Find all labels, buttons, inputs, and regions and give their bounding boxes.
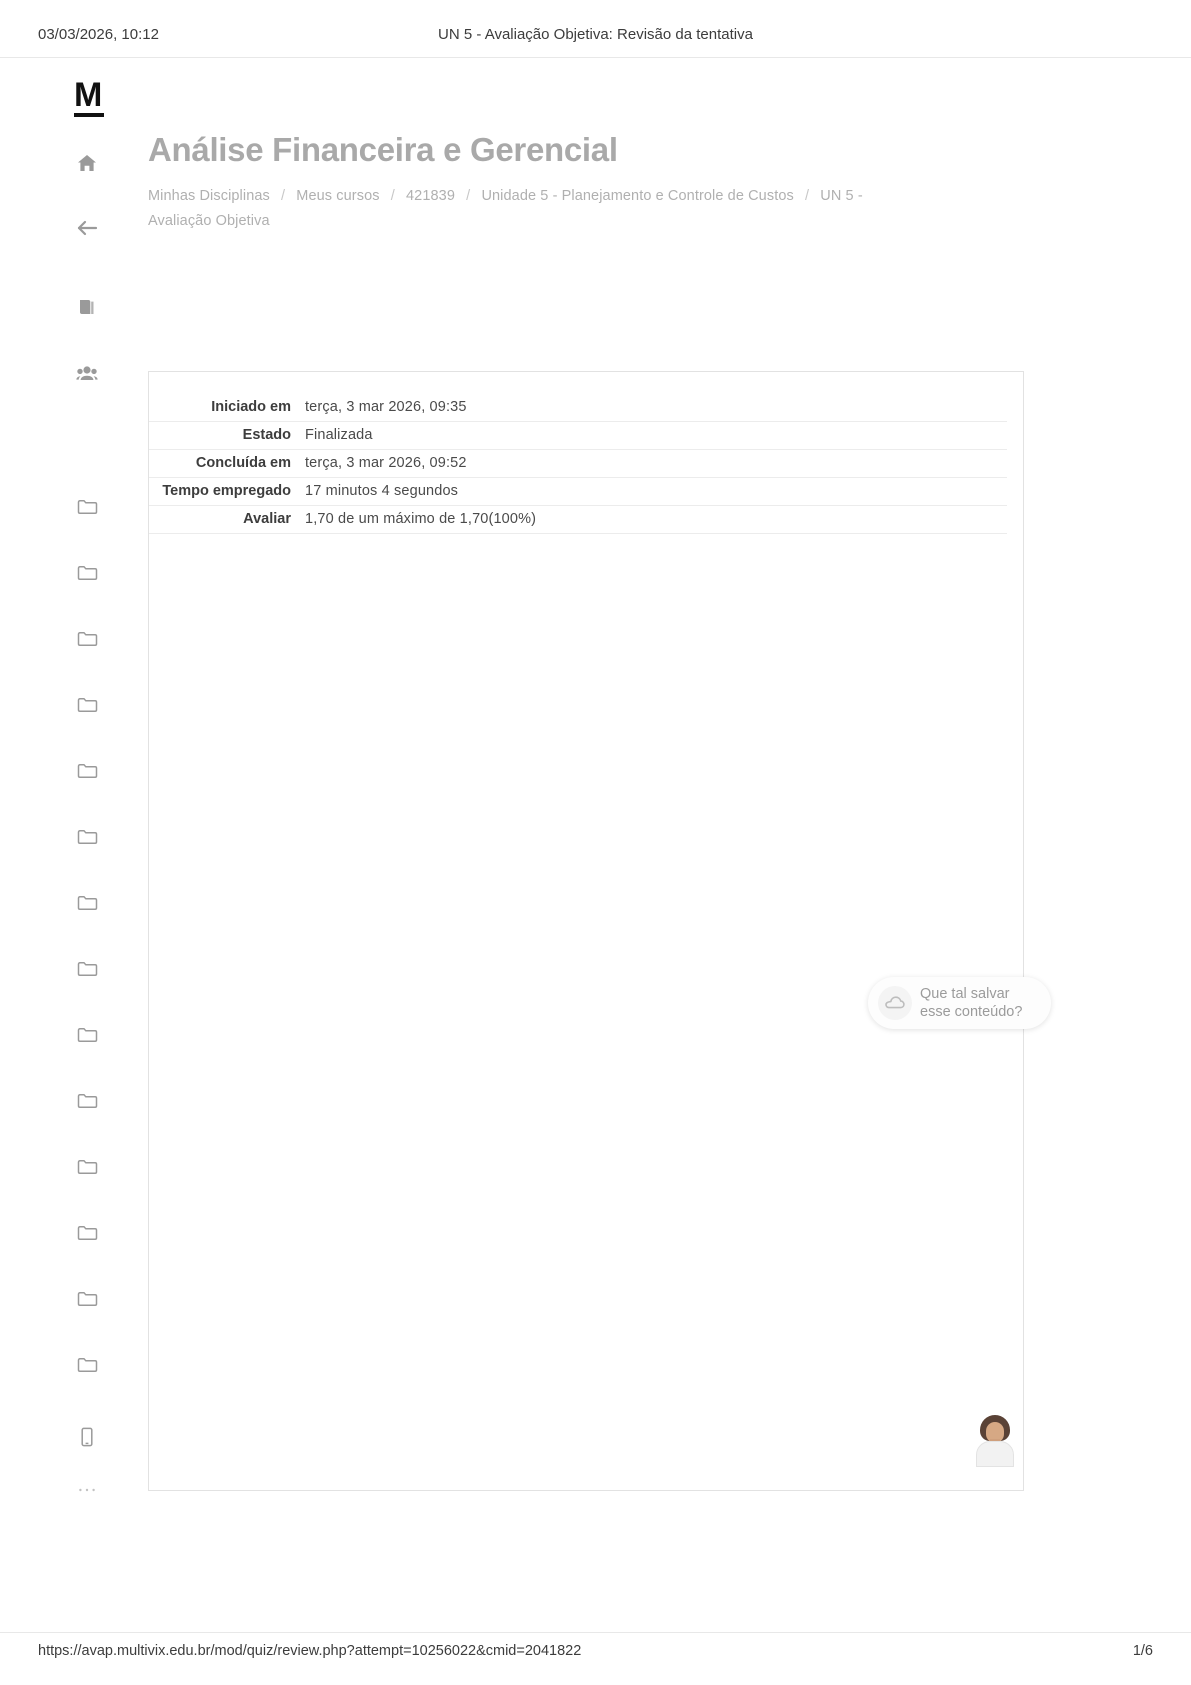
summary-value-avaliar: 1,70 de um máximo de 1,70(100%) (305, 511, 537, 527)
print-footer (0, 1643, 1191, 1663)
site-logo[interactable] (74, 78, 104, 117)
home-icon (77, 153, 97, 173)
folder-icon (77, 630, 98, 647)
save-content-line1: Que tal salvar (920, 986, 1010, 1002)
sidebar-item-more[interactable] (70, 1475, 104, 1505)
sidebar-item-home[interactable] (70, 148, 104, 178)
summary-label-estado: Estado (242, 427, 291, 443)
summary-label-iniciado-em: Iniciado em (211, 399, 291, 415)
folder-icon (77, 1224, 98, 1241)
avatar[interactable] (974, 1415, 1016, 1467)
folder-icon (77, 1092, 98, 1109)
page-header-area (148, 130, 1028, 234)
cloud-save-icon (878, 986, 912, 1020)
sidebar-item-folder-11[interactable] (70, 1151, 104, 1181)
table-row (149, 422, 1007, 450)
sidebar-item-folder-7[interactable] (70, 887, 104, 917)
sidebar-item-content[interactable] (70, 292, 104, 322)
site-logo-letter: M (74, 76, 102, 114)
page-title: Análise Financeira e Gerencial (148, 131, 618, 168)
folder-icon (77, 762, 98, 779)
summary-value-concluida-em: terça, 3 mar 2026, 09:52 (305, 455, 467, 471)
quiz-review-card (148, 371, 1024, 1491)
mobile-icon (80, 1427, 94, 1447)
summary-label-tempo-empregado: Tempo empregado (162, 483, 291, 499)
summary-value-iniciado-em: terça, 3 mar 2026, 09:35 (305, 399, 467, 415)
sidebar-item-folder-5[interactable] (70, 755, 104, 785)
sidebar-item-folder-2[interactable] (70, 557, 104, 587)
breadcrumb-item-avaliacao-objetiva[interactable]: UN 5 - Avaliação Objetiva (148, 187, 863, 229)
folder-icon (77, 1290, 98, 1307)
breadcrumb-item-minhas-disciplinas[interactable]: Minhas Disciplinas (148, 187, 270, 204)
table-row (149, 506, 1007, 534)
breadcrumb (148, 184, 888, 234)
folder-icon (77, 1158, 98, 1175)
breadcrumb-separator: / (466, 187, 471, 204)
print-page-number: 1/6 (1132, 1643, 1153, 1659)
attempt-summary-table (149, 394, 1007, 534)
ellipsis-icon (78, 1487, 96, 1493)
folder-icon (77, 960, 98, 977)
folder-icon (77, 1026, 98, 1043)
print-footer-url: https://avap.multivix.edu.br/mod/quiz/review.php?attempt=10256022&cmid=2041822 (38, 1643, 582, 1659)
folder-icon (77, 696, 98, 713)
folder-icon (77, 894, 98, 911)
header-divider (0, 57, 1191, 58)
breadcrumb-item-course-id[interactable]: 421839 (406, 187, 456, 204)
sidebar-item-mobile-app[interactable] (70, 1422, 104, 1452)
table-row (149, 478, 1007, 506)
print-header (0, 26, 1191, 46)
left-nav-rail (60, 70, 114, 1570)
users-icon (76, 363, 98, 383)
footer-divider (0, 1632, 1191, 1633)
folder-icon (77, 1356, 98, 1373)
sidebar-item-folder-3[interactable] (70, 623, 104, 653)
book-icon (77, 297, 97, 317)
folder-icon (77, 564, 98, 581)
save-content-bubble[interactable] (868, 977, 1051, 1029)
breadcrumb-item-unidade-5[interactable]: Unidade 5 - Planejamento e Controle de Custos (481, 187, 794, 204)
sidebar-item-folder-4[interactable] (70, 689, 104, 719)
sidebar-item-folder-13[interactable] (70, 1283, 104, 1313)
table-row (149, 394, 1007, 422)
sidebar-item-folder-10[interactable] (70, 1085, 104, 1115)
back-arrow-icon (76, 218, 98, 238)
avatar-body (976, 1441, 1014, 1467)
breadcrumb-separator: / (281, 187, 286, 204)
summary-value-estado: Finalizada (305, 427, 373, 443)
folder-icon (77, 828, 98, 845)
sidebar-item-folder-6[interactable] (70, 821, 104, 851)
next-page-preview (548, 1675, 668, 1685)
sidebar-item-folder-9[interactable] (70, 1019, 104, 1049)
print-date-time: 03/03/2026, 10:12 (38, 26, 159, 43)
folder-icon (77, 498, 98, 515)
sidebar-item-folder-14[interactable] (70, 1349, 104, 1379)
save-content-line2: esse conteúdo? (920, 1004, 1023, 1020)
breadcrumb-separator: / (390, 187, 395, 204)
sidebar-item-folder-8[interactable] (70, 953, 104, 983)
table-row (149, 450, 1007, 478)
summary-label-concluida-em: Concluída em (195, 455, 291, 471)
summary-value-tempo-empregado: 17 minutos 4 segundos (305, 483, 459, 499)
breadcrumb-item-meus-cursos[interactable]: Meus cursos (296, 187, 380, 204)
sidebar-item-folder-12[interactable] (70, 1217, 104, 1247)
sidebar-item-participants[interactable] (70, 358, 104, 388)
sidebar-item-back[interactable] (70, 213, 104, 243)
save-content-text (920, 985, 1040, 1021)
breadcrumb-separator: / (804, 187, 810, 204)
sidebar-item-folder-1[interactable] (70, 491, 104, 521)
summary-label-avaliar: Avaliar (243, 511, 291, 527)
print-document-title: UN 5 - Avaliação Objetiva: Revisão da tentativa (438, 26, 753, 43)
